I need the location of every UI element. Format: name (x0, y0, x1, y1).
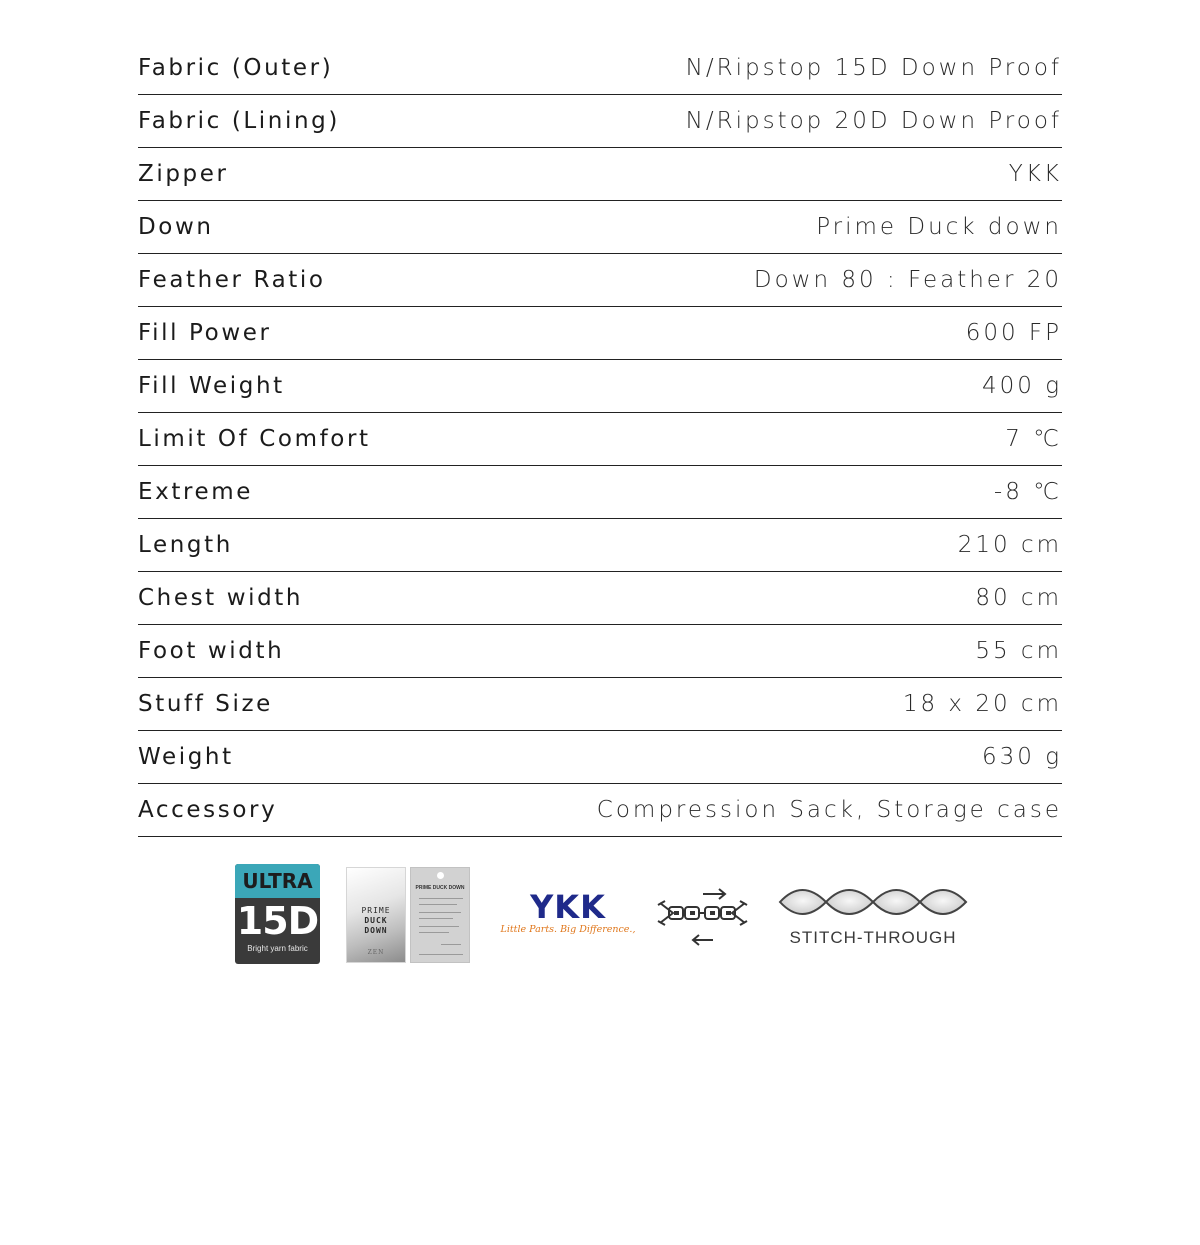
spec-row (138, 148, 1062, 201)
spec-value: -8 ℃ (993, 479, 1062, 505)
tag-hole (437, 872, 444, 879)
tag-line: DOWN (364, 926, 388, 935)
spec-label: Weight (138, 744, 234, 770)
spec-value: 80 cm (975, 585, 1062, 611)
spec-label: Fill Weight (138, 373, 285, 399)
feature-icons (0, 860, 1200, 970)
badge-top-text: ULTRA (235, 864, 320, 898)
spec-label: Extreme (138, 479, 254, 505)
tag-line: PRIME (361, 906, 391, 915)
tag-line: DUCK (364, 916, 388, 925)
spec-row (138, 254, 1062, 307)
tag-text-line (419, 932, 449, 933)
stitch-through-label: STITCH-THROUGH (789, 928, 957, 947)
spec-row (138, 95, 1062, 148)
spec-value: 630 g (981, 744, 1062, 770)
spec-row (138, 413, 1062, 466)
tag-front-text (351, 906, 401, 936)
tag-brand: ZEN (367, 949, 385, 956)
spec-value: Prime Duck down (816, 214, 1062, 240)
spec-label: Length (138, 532, 233, 558)
spec-value: 600 FP (965, 320, 1062, 346)
spec-label: Chest width (138, 585, 304, 611)
spec-row (138, 784, 1062, 837)
spec-value: N/Ripstop 15D Down Proof (685, 55, 1062, 81)
ykk-logo-icon (498, 890, 638, 940)
spec-row (138, 466, 1062, 519)
spec-label: Zipper (138, 161, 229, 187)
down-tag-back-icon (410, 867, 470, 963)
ultra-15d-badge-icon (235, 864, 320, 964)
spec-label: Limit Of Comfort (138, 426, 371, 452)
spec-label: Feather Ratio (138, 267, 326, 293)
spec-table (138, 42, 1062, 837)
spec-value: Compression Sack, Storage case (596, 797, 1062, 823)
tag-back-title: PRIME DUCK DOWN (415, 885, 465, 891)
spec-row (138, 678, 1062, 731)
spec-row (138, 572, 1062, 625)
spec-value: 400 g (981, 373, 1062, 399)
spec-label: Fill Power (138, 320, 272, 346)
spec-label: Foot width (138, 638, 285, 664)
spec-value: 18 x 20 cm (902, 691, 1062, 717)
spec-label: Fabric (Lining) (138, 108, 340, 134)
tag-text-line (419, 954, 463, 955)
ykk-logo-word: YKK (530, 888, 606, 926)
spec-row (138, 731, 1062, 784)
spec-row (138, 625, 1062, 678)
spec-row (138, 201, 1062, 254)
badge-sub-text: Bright yarn fabric (247, 944, 308, 953)
spec-value: 210 cm (957, 532, 1062, 558)
spec-value: YKK (1008, 161, 1062, 187)
spec-row (138, 307, 1062, 360)
tag-text-line (419, 918, 453, 919)
spec-value: Down 80 : Feather 20 (753, 267, 1062, 293)
tag-text-line (419, 912, 461, 913)
two-way-zipper-icon (655, 885, 750, 947)
prime-duck-down-tag-icon (346, 867, 406, 963)
ykk-tagline: Little Parts. Big Difference., (500, 924, 636, 935)
stitch-through-icon (778, 882, 968, 972)
spec-row (138, 360, 1062, 413)
spec-value: 7 ℃ (1005, 426, 1062, 452)
tag-text-line (441, 944, 461, 945)
spec-row (138, 42, 1062, 95)
spec-value: N/Ripstop 20D Down Proof (685, 108, 1062, 134)
tag-text-line (419, 904, 457, 905)
spec-value: 55 cm (975, 638, 1062, 664)
spec-label: Accessory (138, 797, 278, 823)
spec-row (138, 519, 1062, 572)
spec-label: Stuff Size (138, 691, 273, 717)
tag-text-line (419, 926, 459, 927)
tag-text-line (419, 898, 463, 899)
spec-label: Fabric (Outer) (138, 55, 334, 81)
spec-label: Down (138, 214, 214, 240)
badge-main-text: 15D (236, 899, 319, 943)
